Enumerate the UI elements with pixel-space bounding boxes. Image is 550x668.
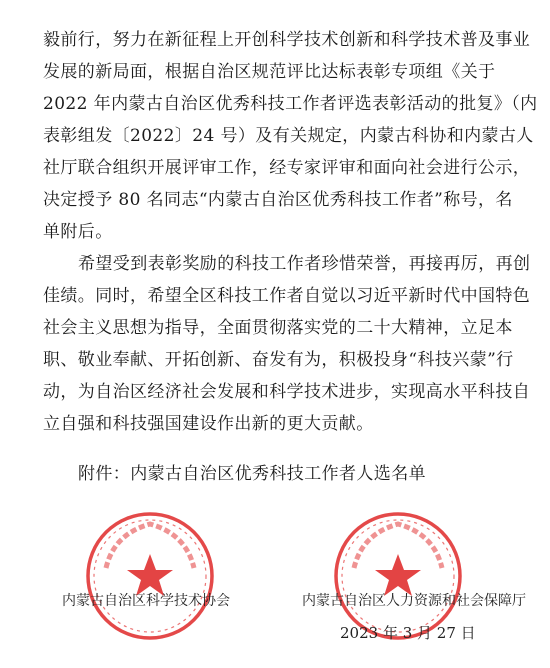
paragraph1-line-2: 发展的新局面，根据自治区规范评比达标表彰专项组《关于	[43, 62, 496, 82]
paragraph1-line-1: 毅前行，努力在新征程上开创科学技术创新和科学技术普及事业	[43, 30, 531, 50]
paragraph1-line-4: 表彰组发〔2022〕24 号）及有关规定，内蒙古科协和内蒙古人	[43, 126, 534, 146]
paragraph1-line-7: 单附后。	[43, 222, 113, 242]
paragraph2-line-2: 佳绩。同时，希望全区科技工作者自觉以习近平新时代中国特色	[43, 286, 531, 306]
paragraph2-line-3: 社会主义思想为指导，全面贯彻落实党的二十大精神，立足本	[43, 318, 513, 338]
paragraph2-line-6: 立自强和科技强国建设作出新的更大贡献。	[43, 414, 374, 434]
paragraph1-line-5: 社厅联合组织开展评审工作，经专家评审和面向社会进行公示，	[43, 158, 531, 178]
left-official-seal	[84, 510, 216, 642]
attachment-line: 附件：内蒙古自治区优秀科技工作者人选名单	[78, 464, 426, 484]
paragraph2-line-5: 动，为自治区经济社会发展和科学技术进步，实现高水平科技自	[43, 382, 531, 402]
paragraph2-line-1: 希望受到表彰奖励的科技工作者珍惜荣誉，再接再厉，再创	[78, 254, 531, 274]
right-signature: 内蒙古自治区人力资源和社会保障厅	[302, 593, 526, 609]
left-signature: 内蒙古自治区科学技术协会	[62, 593, 230, 609]
document-date: 2023 年 3 月 27 日	[340, 624, 476, 642]
paragraph2-line-4: 职、敬业奉献、开拓创新、奋发有为，积极投身“科技兴蒙”行	[43, 350, 514, 370]
paragraph1-line-3: 2022 年内蒙古自治区优秀科技工作者评选表彰活动的批复》（内	[43, 94, 538, 114]
paragraph1-line-6: 决定授予 80 名同志“内蒙古自治区优秀科技工作者”称号，名	[43, 190, 513, 210]
